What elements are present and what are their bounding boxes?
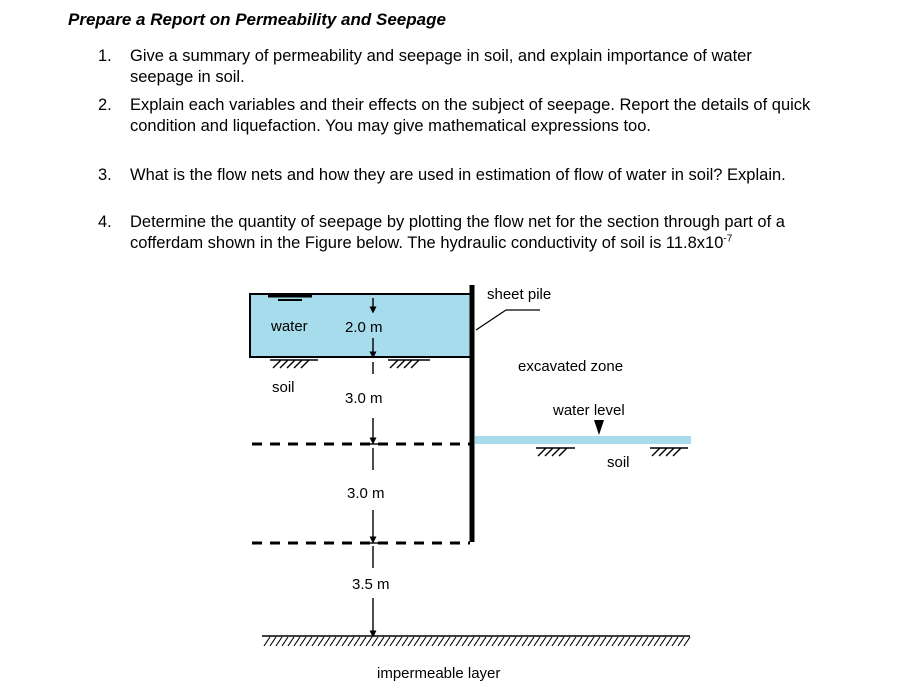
question-text: Give a summary of permeability and seepage in soil, and explain importance of water seepage in soil. bbox=[130, 47, 752, 86]
water-level-label: water level bbox=[553, 402, 625, 419]
impermeable-layer-label: impermeable layer bbox=[377, 665, 501, 682]
water-depth-label: 2.0 m bbox=[345, 319, 383, 336]
question-text: What is the flow nets and how they are used in estimation of flow of water in soil? Explain. bbox=[130, 166, 786, 184]
soil-right-label: soil bbox=[607, 454, 630, 471]
question-number: 3. bbox=[98, 166, 112, 184]
exponent: -7 bbox=[723, 233, 733, 245]
ground-hatch-icon bbox=[270, 360, 318, 368]
sheet-pile-label: sheet pile bbox=[487, 286, 552, 303]
ground-hatch-icon bbox=[388, 360, 430, 368]
excavation-water bbox=[475, 436, 691, 444]
depth-3-label: 3.5 m bbox=[352, 576, 390, 593]
depth-2-label: 3.0 m bbox=[347, 485, 385, 502]
excavated-zone-label: excavated zone bbox=[518, 358, 624, 375]
depth-1-label: 3.0 m bbox=[345, 390, 383, 407]
sheet-pile-leader bbox=[476, 310, 506, 330]
soil-left-label: soil bbox=[272, 379, 295, 396]
impermeable-layer bbox=[262, 636, 690, 646]
impermeable-hatch bbox=[264, 637, 690, 646]
ground-hatch-icon bbox=[650, 448, 688, 456]
question-number: 2. bbox=[98, 96, 112, 114]
question-text: Explain each variables and their effects on the subject of seepage. Report the details of quick condition and liquefaction. You may give mathematical expressions too. bbox=[130, 96, 811, 135]
question-number: 1. bbox=[98, 47, 112, 65]
question-number: 4. bbox=[98, 213, 112, 231]
ground-hatch-icon bbox=[536, 448, 575, 456]
water-label: water bbox=[271, 318, 308, 335]
report-title: Prepare a Report on Permeability and Seepage bbox=[68, 10, 446, 29]
water-level-icon bbox=[594, 420, 604, 435]
question-4-body: Determine the quantity of seepage by plotting the flow net for the section through part of a cofferdam shown in the Figure below. The hydraulic conductivity of soil is 11.8x10 bbox=[130, 213, 785, 252]
